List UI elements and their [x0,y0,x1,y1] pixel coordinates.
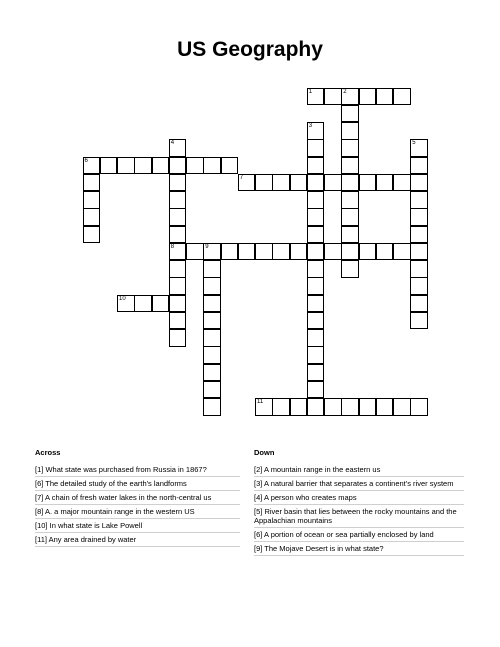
grid-cell[interactable] [307,329,325,347]
grid-cell[interactable] [307,277,325,295]
grid-cell[interactable] [203,157,221,175]
grid-cell[interactable] [203,277,221,295]
grid-cell[interactable] [169,243,187,261]
grid-cell[interactable] [203,260,221,278]
grid-cell[interactable] [376,88,394,106]
clue-across-7: [7] A chain of fresh water lakes in the north-central us [35,492,240,505]
grid-cell[interactable] [410,312,428,330]
clue-across-11: [11] Any area drained by water [35,534,240,547]
puzzle-title: US Geography [177,38,323,61]
grid-cell[interactable] [307,364,325,382]
grid-cell[interactable] [203,398,221,416]
grid-cell[interactable] [341,174,359,192]
grid-cell[interactable] [169,277,187,295]
across-clue-list [35,464,240,548]
grid-cell[interactable] [410,277,428,295]
grid-cell[interactable] [221,243,239,261]
grid-cell[interactable] [152,157,170,175]
grid-cell[interactable] [307,157,325,175]
grid-cell[interactable] [290,243,308,261]
clue-number: 3 [308,123,313,129]
clue-number: 8 [170,243,175,250]
grid-cell[interactable] [410,243,428,261]
grid-cell[interactable] [169,226,187,244]
grid-cell[interactable] [341,243,359,261]
grid-cell[interactable] [307,243,325,261]
grid-cell[interactable] [272,398,290,416]
grid-cell[interactable] [186,243,204,261]
grid-cell[interactable] [341,226,359,244]
clue-across-1: [1] What state was purchased from Russia in 1867? [35,464,240,477]
grid-cell[interactable] [169,139,187,157]
grid-cell[interactable] [359,243,377,261]
grid-cell[interactable] [410,191,428,209]
grid-cell[interactable] [410,208,428,226]
grid-cell[interactable] [359,174,377,192]
grid-cell[interactable] [410,157,428,175]
grid-cell[interactable] [186,157,204,175]
grid-cell[interactable] [359,398,377,416]
clue-down-6: [6] A portion of ocean or sea partially enclosed by land [254,529,464,542]
grid-cell[interactable] [324,243,342,261]
grid-cell[interactable] [255,398,273,416]
grid-cell[interactable] [203,295,221,313]
grid-cell[interactable] [324,88,342,106]
grid-cell[interactable] [307,346,325,364]
grid-cell[interactable] [203,243,221,261]
grid-cell[interactable] [255,174,273,192]
grid-cell[interactable] [341,191,359,209]
clue-number: 11 [257,399,264,405]
clue-number: 2 [343,88,347,95]
grid-cell[interactable] [376,174,394,192]
grid-cell[interactable] [376,243,394,261]
clue-number: 10 [119,295,126,302]
grid-cell[interactable] [410,398,428,416]
clue-number: 5 [412,140,416,147]
grid-cell[interactable] [203,364,221,382]
grid-cell[interactable] [169,260,187,278]
grid-cell[interactable] [255,243,273,261]
clue-down-9: [9] The Mojave Desert is in what state? [254,543,464,556]
grid-cell[interactable] [324,398,342,416]
grid-cell[interactable] [307,139,325,157]
grid-cell[interactable] [324,174,342,192]
grid-cell[interactable] [307,174,325,192]
down-clue-list [254,464,464,557]
grid-cell[interactable] [238,174,256,192]
grid-cell[interactable] [341,398,359,416]
grid-cell[interactable] [393,174,411,192]
grid-cell[interactable] [341,139,359,157]
grid-cell[interactable] [341,88,359,106]
down-heading: Down [254,448,275,457]
grid-cell[interactable] [376,398,394,416]
grid-cell[interactable] [83,226,101,244]
grid-cell[interactable] [307,122,325,140]
grid-cell[interactable] [169,312,187,330]
grid-cell[interactable] [290,174,308,192]
grid-cell[interactable] [238,243,256,261]
grid-cell[interactable] [307,398,325,416]
clue-number: 1 [308,88,313,95]
grid-cell[interactable] [203,312,221,330]
clue-number: 4 [170,140,175,147]
grid-cell[interactable] [341,208,359,226]
grid-cell[interactable] [203,381,221,399]
clue-number: 6 [84,157,88,164]
grid-cell[interactable] [307,191,325,209]
grid-cell[interactable] [117,295,135,313]
clue-number: 7 [239,174,244,181]
grid-cell[interactable] [410,295,428,313]
grid-cell[interactable] [307,312,325,330]
grid-cell[interactable] [169,157,187,175]
grid-cell[interactable] [100,157,118,175]
grid-cell[interactable] [169,295,187,313]
clue-down-4: [4] A person who creates maps [254,492,464,505]
grid-cell[interactable] [134,295,152,313]
grid-cell[interactable] [307,260,325,278]
grid-cell[interactable] [221,157,239,175]
grid-cell[interactable] [307,88,325,106]
grid-cell[interactable] [307,381,325,399]
grid-cell[interactable] [117,157,135,175]
grid-cell[interactable] [169,208,187,226]
across-heading: Across [35,448,61,457]
grid-cell[interactable] [341,260,359,278]
grid-cell[interactable] [341,105,359,123]
grid-cell[interactable] [134,157,152,175]
grid-cell[interactable] [203,329,221,347]
clue-across-6: [6] The detailed study of the earth's landforms [35,478,240,491]
grid-cell[interactable] [393,398,411,416]
grid-cell[interactable] [410,139,428,157]
clue-across-10: [10] In what state is Lake Powell [35,520,240,533]
clue-down-2: [2] A mountain range in the eastern us [254,464,464,477]
grid-cell[interactable] [359,88,377,106]
grid-cell[interactable] [410,260,428,278]
grid-cell[interactable] [341,157,359,175]
grid-cell[interactable] [307,208,325,226]
grid-cell[interactable] [290,398,308,416]
grid-cell[interactable] [272,243,290,261]
grid-cell[interactable] [410,174,428,192]
grid-cell[interactable] [169,174,187,192]
clue-down-5: [5] River basin that lies between the rocky mountains and the Appalachian mountains [254,506,464,528]
grid-cell[interactable] [169,329,187,347]
grid-cell[interactable] [307,226,325,244]
grid-cell[interactable] [83,191,101,209]
grid-cell[interactable] [83,208,101,226]
grid-cell[interactable] [272,174,290,192]
grid-cell[interactable] [393,88,411,106]
clue-number: 9 [205,243,209,250]
grid-cell[interactable] [393,243,411,261]
clue-across-8: [8] A. a major mountain range in the western US [35,506,240,519]
grid-cell[interactable] [307,295,325,313]
clue-down-3: [3] A natural barrier that separates a continent's river system [254,478,464,491]
grid-cell[interactable] [410,226,428,244]
grid-cell[interactable] [341,122,359,140]
grid-cell[interactable] [83,157,101,175]
grid-cell[interactable] [169,191,187,209]
grid-cell[interactable] [83,174,101,192]
grid-cell[interactable] [203,346,221,364]
grid-cell[interactable] [152,295,170,313]
